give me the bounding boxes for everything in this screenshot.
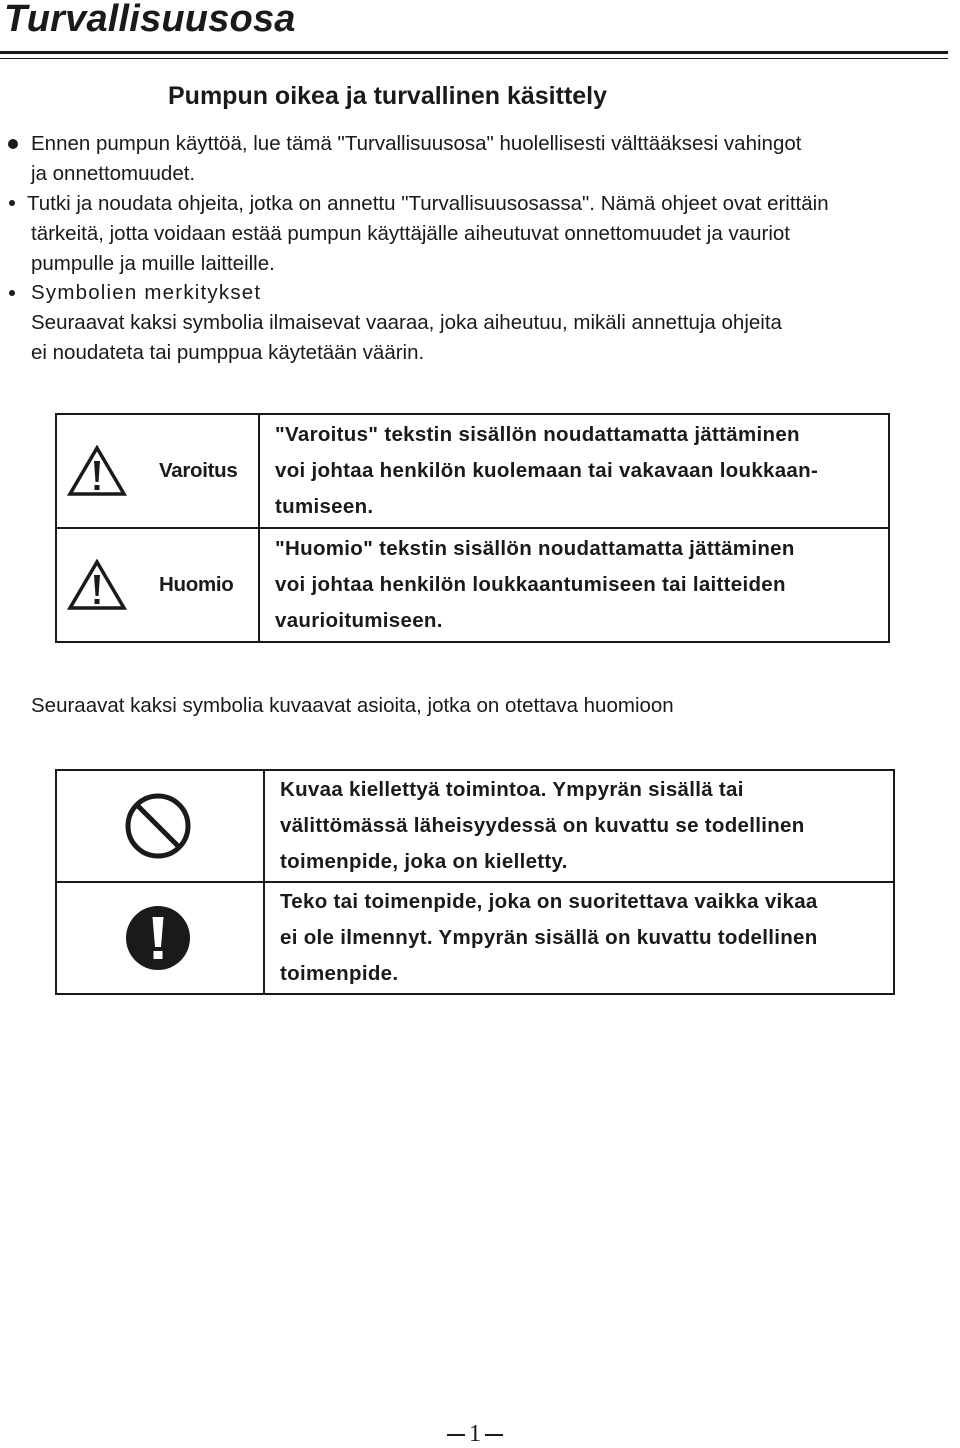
warning-label: Varoitus <box>159 459 238 482</box>
description-line: välittömässä läheisyydessä on kuvattu se todellinen <box>280 814 805 837</box>
paragraph-line: Ennen pumpun käyttöä, lue tämä "Turvallisuusosa" huolellisesti välttääksesi vahingot <box>31 132 802 155</box>
prohibition-icon <box>124 792 192 860</box>
intro-paragraph-1 <box>31 129 801 189</box>
symbol-cell <box>56 528 259 642</box>
intro-paragraph-3 <box>31 308 782 368</box>
description-line: vaurioitumiseen. <box>275 609 443 632</box>
intro-paragraph-2 <box>27 189 829 279</box>
bullet-icon <box>9 200 15 206</box>
description-line: toimenpide. <box>280 962 399 985</box>
bullet-icon <box>9 290 15 296</box>
table-row <box>56 414 889 528</box>
description-line: voi johtaa henkilön loukkaantumiseen tai laitteiden <box>275 573 786 596</box>
table-row <box>56 770 894 882</box>
symbol-meanings-title: Symbolien merkitykset <box>31 281 262 304</box>
symbol-cell <box>56 770 264 882</box>
warning-triangle-icon <box>67 559 127 611</box>
symbols-intro: Seuraavat kaksi symbolia kuvaavat asioita, jotka on otettava huomioon <box>31 694 674 717</box>
description-cell <box>259 528 889 642</box>
header-rule-thin <box>0 58 948 59</box>
hazard-symbol-table <box>55 413 890 643</box>
symbol-cell <box>56 414 259 528</box>
description-line: voi johtaa henkilön kuolemaan tai vakavaan loukkaan- <box>275 459 819 482</box>
description-line: Teko tai toimenpide, joka on suoritettava vaikka vikaa <box>280 890 818 913</box>
description-line: tumiseen. <box>275 495 374 518</box>
paragraph-line: Seuraavat kaksi symbolia ilmaisevat vaaraa, joka aiheutuu, mikäli annettuja ohjeita <box>31 311 782 334</box>
paragraph-line: ei noudateta tai pumppua käytetään väärin. <box>31 341 425 364</box>
bullet-icon <box>8 139 18 149</box>
paragraph-line: Tutki ja noudata ohjeita, jotka on annettu "Turvallisuusosassa". Nämä ohjeet ovat erittäin <box>27 192 829 215</box>
paragraph-line: pumpulle ja muille laitteille. <box>31 252 275 275</box>
table-row <box>56 882 894 994</box>
header-rule <box>0 51 948 54</box>
symbol-cell <box>56 882 264 994</box>
paragraph-line: ja onnettomuudet. <box>31 162 196 185</box>
dash-right <box>485 1434 503 1436</box>
description-cell <box>264 882 894 994</box>
description-cell <box>259 414 889 528</box>
warning-triangle-icon <box>67 445 127 497</box>
page-title: Turvallisuusosa <box>4 0 296 40</box>
table-row <box>56 528 889 642</box>
paragraph-line: tärkeitä, jotta voidaan estää pumpun käyttäjälle aiheutuvat onnettomuudet ja vauriot <box>31 222 790 245</box>
page-number-value: 1 <box>469 1421 481 1447</box>
dash-left <box>447 1434 465 1436</box>
description-line: Kuvaa kiellettyä toimintoa. Ympyrän sisällä tai <box>280 778 744 801</box>
description-line: "Huomio" tekstin sisällön noudattamatta jättäminen <box>275 537 795 560</box>
mandatory-action-icon <box>125 905 191 971</box>
caution-label: Huomio <box>159 573 234 596</box>
section-heading: Pumpun oikea ja turvallinen käsittely <box>168 82 608 110</box>
description-cell <box>264 770 894 882</box>
description-line: "Varoitus" tekstin sisällön noudattamatta jättäminen <box>275 423 800 446</box>
action-symbol-table <box>55 769 895 995</box>
description-line: ei ole ilmennyt. Ympyrän sisällä on kuvattu todellinen <box>280 926 818 949</box>
description-line: toimenpide, joka on kielletty. <box>280 850 568 873</box>
